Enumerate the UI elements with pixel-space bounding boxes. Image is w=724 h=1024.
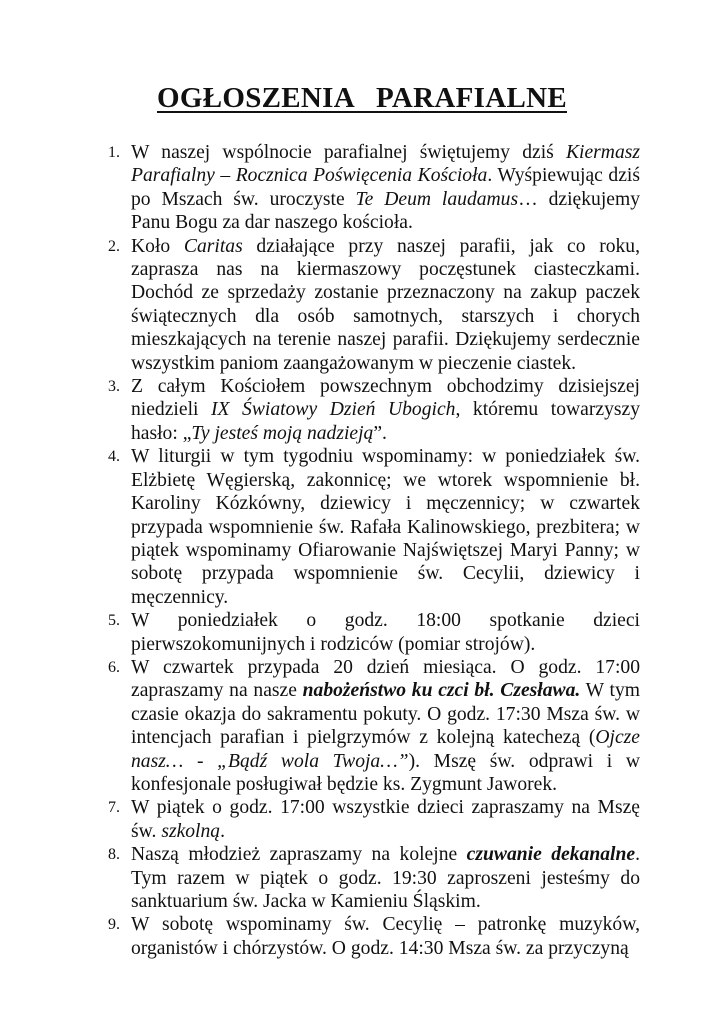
text-segment: Koło	[131, 235, 184, 257]
item-number: 7.	[108, 799, 120, 817]
text-segment: W tym czasie okazja do sakramentu pokuty. O godz. 17:30 Msza św. w intencjach parafian i pielgrzymów z kolejną katechezą (	[131, 680, 640, 749]
item-number: 6.	[108, 658, 120, 676]
text-segment: ). Mszę św. odprawi i w konfesjonale posługiwał będzie ks. Zygmunt Jaworek.	[131, 750, 640, 795]
item-number: 3.	[108, 378, 120, 396]
page-title: OGŁOSZENIA PARAFIALNE	[156, 82, 567, 114]
announcement-item-9	[108, 913, 640, 960]
text-segment-italic: Kiermasz Parafialny – Rocznica Poświęcenia Kościoła	[131, 142, 640, 187]
announcement-item-6	[108, 656, 640, 796]
text-segment: W piątek o godz. 17:00 wszystkie dzieci zapraszamy na Mszę św.	[131, 797, 640, 842]
announcement-item-8	[108, 843, 640, 913]
item-number: 2.	[108, 237, 120, 255]
item-number: 1.	[108, 144, 120, 161]
text-segment: W czwartek przypada 20 dzień miesiąca. O godz. 17:00 zapraszamy na nasze	[131, 656, 640, 702]
text-segment: ”.	[373, 422, 387, 444]
text-segment: , któremu towarzyszy hasło: „	[131, 399, 640, 444]
announcement-item-7	[108, 796, 640, 843]
text-segment: Naszą młodzież zapraszamy na kolejne	[131, 844, 467, 866]
text-segment: . Wyśpiewując dziś po Mszach św. uroczyste	[131, 165, 640, 210]
text-segment: Z całym Kościołem powszechnym obchodzimy dzisiejszej niedzieli	[131, 376, 640, 421]
announcements-list	[108, 141, 640, 960]
text-segment-italic: Ojcze nasz… - „Bądź wola Twoja…”	[131, 727, 640, 772]
text-segment-italic: Ty jesteś moją nadzieją	[191, 422, 374, 444]
announcement-item-5	[108, 609, 640, 656]
announcement-item-1	[108, 141, 640, 235]
text-segment-italic: IX Światowy Dzień Ubogich	[211, 399, 456, 421]
text-segment-italic: Te Deum laudamus	[355, 188, 519, 210]
text-segment-bold-italic: czuwanie dekanalne	[466, 844, 636, 866]
text-segment: działające przy naszej parafii, jak co roku, zaprasza nas na kiermaszowy poczęstunek ciasteczkami. Dochód ze sprzedaży zostanie przeznaczony na zakup paczek świątecznych dla osób samotnych, starszych i chorych mieszkających na terenie naszej parafii. Dziękujemy serdecznie wszystkim paniom zaangażowanym w pieczenie ciastek.	[131, 235, 641, 374]
text-segment: . Tym razem w piątek o godz. 19:30 zaproszeni jesteśmy do sanktuarium św. Jacka w Kamieniu Śląskim.	[131, 844, 640, 912]
text-segment-italic: szkolną	[161, 820, 221, 842]
text-segment: … dziękujemy Panu Bogu za dar naszego kościoła.	[131, 188, 640, 234]
text-segment: W sobotę wspominamy św. Cecylię – patronkę muzyków, organistów i chórzystów. O godz. 14:30 Msza św. za przyczyną	[131, 914, 640, 959]
item-number: 4.	[108, 448, 120, 466]
announcement-item-4	[108, 445, 640, 609]
announcement-item-3	[108, 375, 640, 445]
item-number: 8.	[108, 846, 120, 864]
text-segment: W liturgii w tym tygodniu wspominamy: w poniedziałek św. Elżbietę Węgierską, zakonnicę; we wtorek wspomnienie bł. Karoliny Kózkówny, dziewicy i męczennicy; w czwartek przypada wspomnienie św. Rafała Kalinowskiego, prezbitera; w piątek wspominamy Ofiarowanie Najświętszej Maryi Panny; w sobotę przypada wspomnienie św. Cecylii, dziewicy i męczennicy.	[131, 446, 640, 608]
announcement-item-2	[108, 235, 640, 375]
text-segment: W naszej wspólnocie parafialnej świętujemy dziś	[131, 142, 566, 163]
item-number: 9.	[108, 916, 120, 934]
text-segment-bold-italic: nabożeństwo ku czci bł. Czesława.	[302, 680, 581, 702]
text-segment: W poniedziałek o godz. 18:00 spotkanie dzieci pierwszokomunijnych i rodziców (pomiar strojów).	[131, 610, 640, 655]
item-number: 5.	[108, 612, 120, 630]
text-segment: .	[220, 820, 225, 842]
text-segment-italic: Caritas	[183, 235, 243, 257]
